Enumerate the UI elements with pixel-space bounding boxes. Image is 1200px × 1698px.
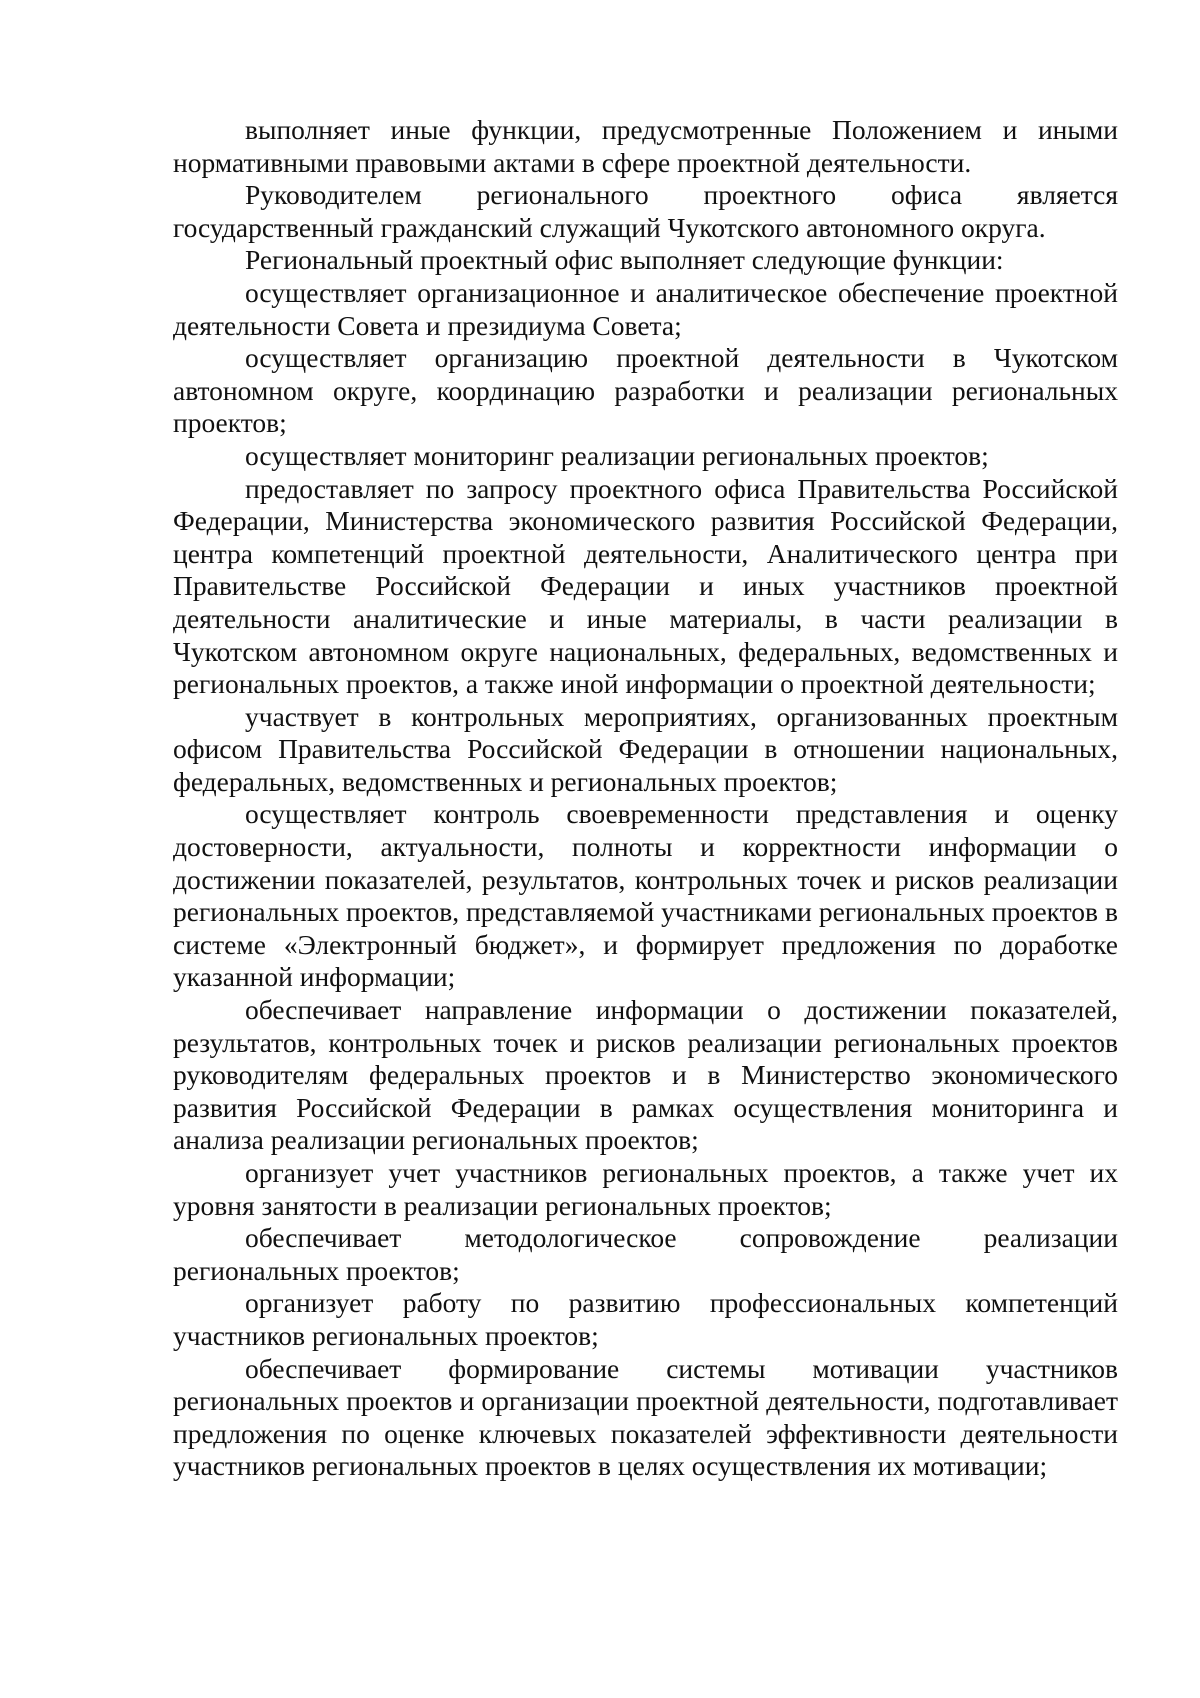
paragraph: участвует в контрольных мероприятиях, организованных проектным офисом Правительства Российской Федерации в отношении национальных, федеральных, ведомственных и региональных проектов;	[173, 700, 1118, 797]
paragraph: осуществляет организационное и аналитическое обеспечение проектной деятельности Совета и президиума Совета;	[173, 276, 1118, 341]
paragraph: обеспечивает формирование системы мотивации участников региональных проектов и организации проектной деятельности, подготавливает предложения по оценке ключевых показателей эффективности деятельности участников региональных проектов в целях осуществления их мотивации;	[173, 1352, 1118, 1482]
paragraph: предоставляет по запросу проектного офиса Правительства Российской Федерации, Министерства экономического развития Российской Федерации, центра компетенций проектной деятельности, Аналитического центра при Правительстве Российской Федерации и иных участников проектной деятельности аналитические и иные материалы, в части реализации в Чукотском автономном округе национальных, федеральных, ведомственных и региональных проектов, а также иной информации о проектной деятельности;	[173, 472, 1118, 700]
paragraph: Региональный проектный офис выполняет следующие функции:	[245, 244, 1004, 276]
document-body	[173, 114, 1118, 1483]
paragraph: осуществляет организацию проектной деятельности в Чукотском автономном округе, координацию разработки и реализации региональных проектов;	[173, 342, 1118, 439]
paragraph: организует учет участников региональных проектов, а также учет их уровня занятости в реализации региональных проектов;	[173, 1157, 1118, 1221]
paragraph: выполняет иные функции, предусмотренные Положением и иными нормативными правовыми актами в сфере проектной деятельности.	[173, 114, 1118, 178]
paragraph: осуществляет контроль своевременности представления и оценку достоверности, актуальности, полноты и корректности информации о достижении показателей, результатов, контрольных точек и рисков реализации региональных проектов, представляемой участниками региональных проектов в системе «Электронный бюджет», и формирует предложения по доработке указанной информации;	[173, 798, 1118, 993]
paragraph: организует работу по развитию профессиональных компетенций участников региональных проектов;	[173, 1287, 1118, 1351]
paragraph: Руководителем регионального проектного офиса является государственный гражданский служащий Чукотского автономного округа.	[173, 179, 1118, 243]
paragraph: осуществляет мониторинг реализации региональных проектов;	[245, 439, 989, 471]
paragraph: обеспечивает направление информации о достижении показателей, результатов, контрольных точек и рисков реализации региональных проектов руководителям федеральных проектов и в Министерство экономического развития Российской Федерации в рамках осуществления мониторинга и анализа реализации региональных проектов;	[173, 994, 1118, 1156]
paragraph: обеспечивает методологическое сопровождение реализации региональных проектов;	[173, 1222, 1118, 1286]
